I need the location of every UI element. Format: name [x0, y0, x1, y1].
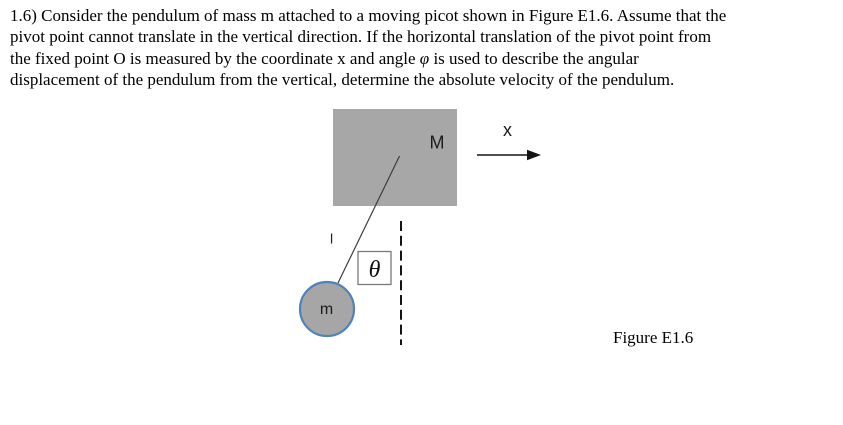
- phi-symbol: φ: [419, 48, 430, 68]
- x-arrow-head: [527, 150, 541, 160]
- x-coordinate-label: x: [503, 120, 512, 140]
- bob-mass-label: m: [319, 301, 334, 318]
- problem-line-1: 1.6) Consider the pendulum of mass m attached to a moving picot shown in Figure E1.6. Assume that the: [10, 6, 727, 25]
- problem-line-2: pivot point cannot translate in the vertical direction. If the horizontal translation of the pivot point from: [10, 27, 712, 47]
- block-mass-label: M: [429, 132, 445, 153]
- cart-block: [333, 109, 457, 206]
- theta-angle-label: θ: [368, 257, 381, 283]
- rod-length-label: l: [329, 230, 334, 247]
- figure-caption: Figure E1.6: [613, 328, 694, 347]
- problem-line-3-text: the fixed point O is measured by the coordinate x and angle: [10, 48, 420, 68]
- problem-line-4: displacement of the pendulum from the vertical, determine the absolute velocity of the pendulum.: [10, 70, 675, 90]
- problem-line-3-text-after: is used to describe the angular: [429, 48, 639, 68]
